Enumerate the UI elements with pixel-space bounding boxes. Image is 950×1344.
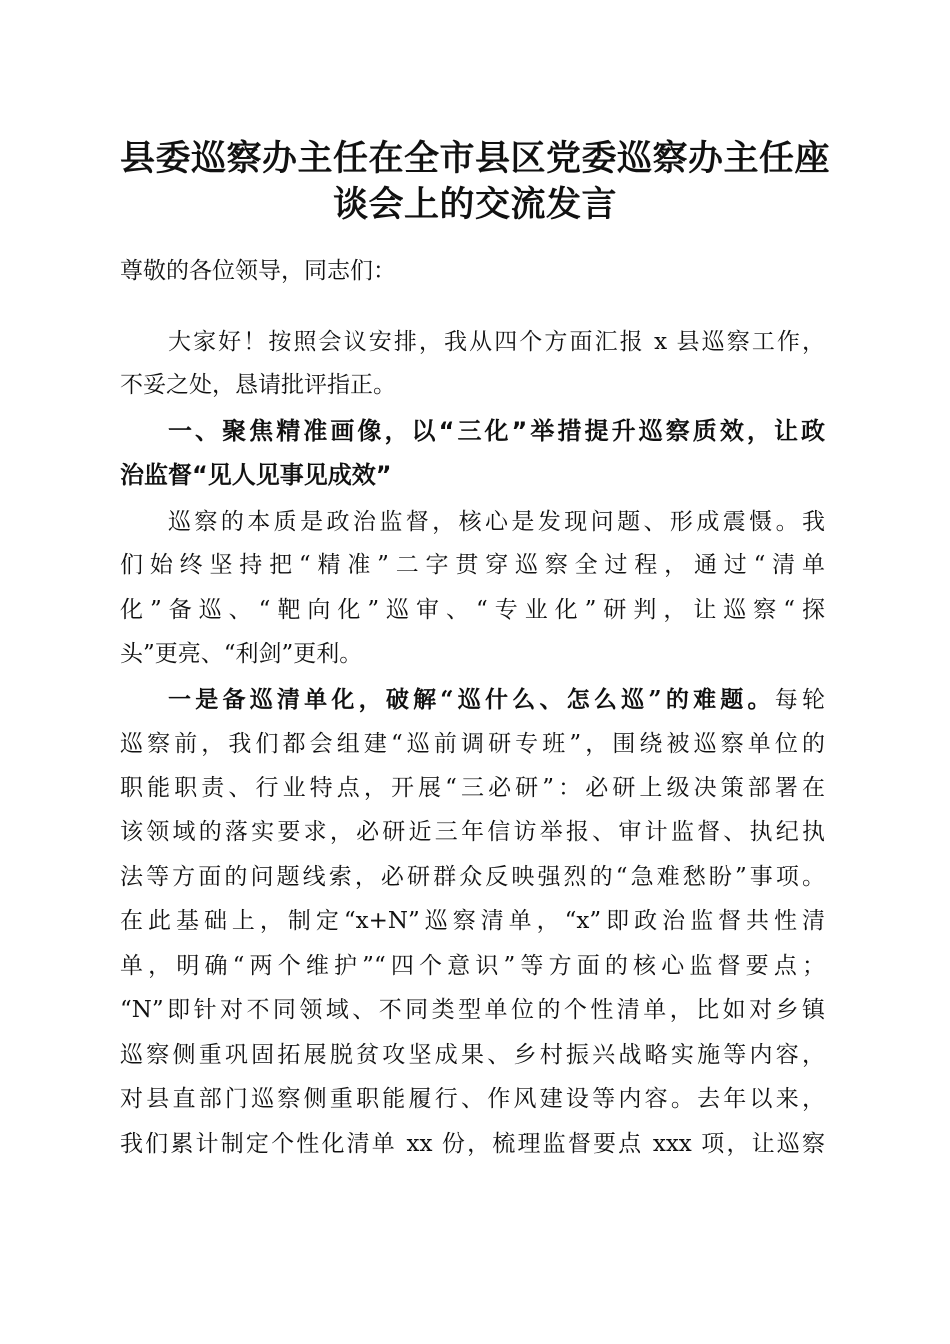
- section-1-body-line-2: 们始终坚持把“精准”二字贯穿巡察全过程，通过“清单: [120, 552, 825, 578]
- point-1-lead: 一是备巡清单化，破解“巡什么、怎么巡”的难题。: [168, 686, 775, 713]
- point-1-body-line-6: 单，明确“两个维护”“四个意识”等方面的核心监督要点；: [120, 953, 825, 979]
- point-1-body-line-4: 法等方面的问题线索，必研群众反映强烈的“急难愁盼”事项。: [120, 864, 825, 890]
- document-title-line-1: 县委巡察办主任在全市县区党委巡察办主任座: [119, 138, 830, 179]
- point-1-first-line: [168, 684, 825, 716]
- point-1-lead-tail: 每轮: [774, 687, 825, 713]
- section-1-body-line-1: 巡察的本质是政治监督，核心是发现问题、形成震慑。我: [168, 509, 825, 535]
- intro-line-2: 不妥之处，恳请批评指正。: [120, 372, 396, 398]
- point-1-body-line-8: 巡察侧重巩固拓展脱贫攻坚成果、乡村振兴战略实施等内容，: [120, 1042, 825, 1068]
- point-1-body-line-1: 巡察前，我们都会组建“巡前调研专班”，围绕被巡察单位的: [120, 731, 825, 757]
- document-title-line-2: 谈会上的交流发言: [332, 184, 617, 225]
- point-1-body-line-2: 职能职责、行业特点，开展“三必研”：必研上级决策部署在: [120, 775, 825, 801]
- section-1-heading-line-1: 一、聚焦精准画像，以“三化”举措提升巡察质效，让政: [168, 417, 825, 445]
- section-1-body-line-3: 化”备巡、“靶向化”巡审、“专业化”研判，让巡察“探: [120, 597, 825, 623]
- salutation: 尊敬的各位领导，同志们：: [120, 258, 396, 284]
- point-1-body-line-7: “N”即针对不同领域、不同类型单位的个性清单，比如对乡镇: [120, 997, 825, 1023]
- point-1-body-line-10: 我们累计制定个性化清单 xx 份，梳理监督要点 xxx 项，让巡察: [120, 1131, 825, 1157]
- section-1-body-line-4: 头”更亮、“利剑”更利。: [120, 641, 363, 667]
- point-1-body-line-9: 对县直部门巡察侧重职能履行、作风建设等内容。去年以来，: [120, 1086, 825, 1112]
- intro-line-1: 大家好！按照会议安排，我从四个方面汇报 x 县巡察工作，: [168, 329, 825, 355]
- section-1-heading-line-2: 治监督“见人见事见成效”: [120, 461, 392, 489]
- point-1-body-line-5: 在此基础上，制定“x+N”巡察清单，“x”即政治监督共性清: [120, 908, 825, 934]
- point-1-body-line-3: 该领域的落实要求，必研近三年信访举报、审计监督、执纪执: [120, 819, 825, 845]
